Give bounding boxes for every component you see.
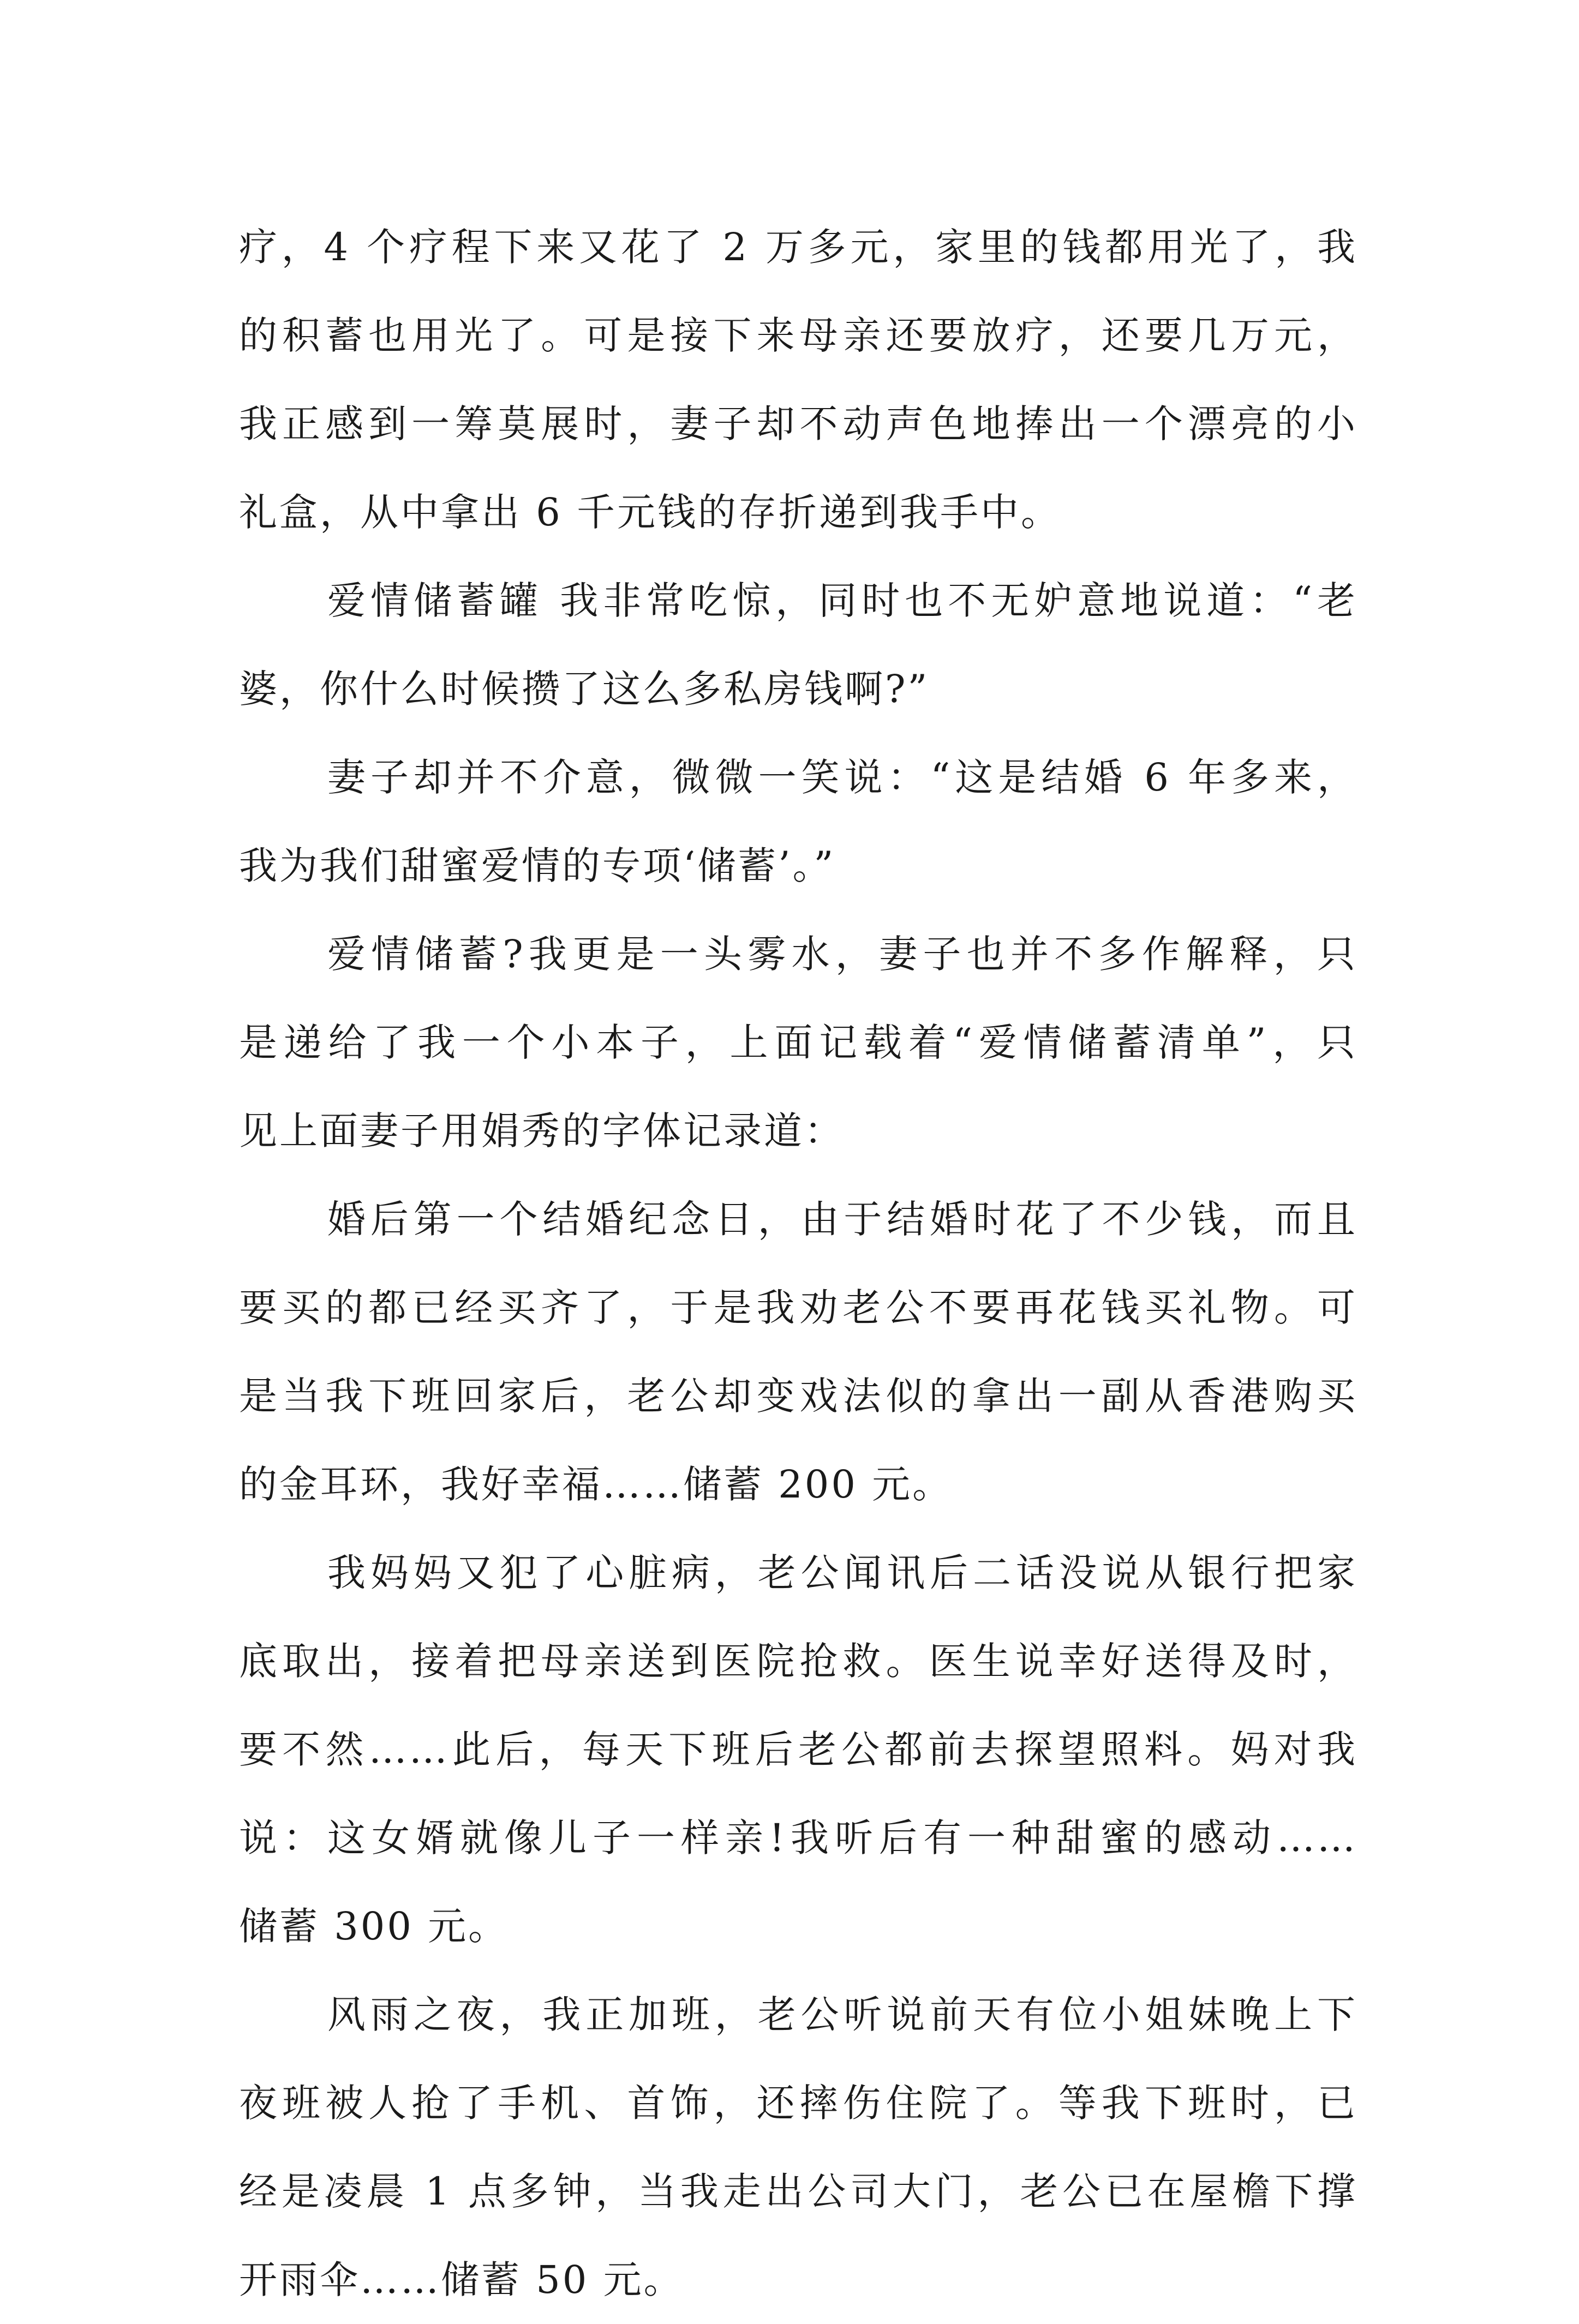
text-line: 爱情储蓄罐 我非常吃惊，同时也不无妒意地说道：“老 xyxy=(327,578,1357,623)
paragraph xyxy=(239,203,1357,556)
paragraph xyxy=(239,910,1357,1175)
text-line: 我为我们甜蜜爱情的专项‘储蓄’。” xyxy=(239,843,836,888)
text-line: 疗，4 个疗程下来又花了 2 万多元，家里的钱都用光了，我 xyxy=(239,225,1357,269)
text-line: 我正感到一筹莫展时，妻子却不动声色地捧出一个漂亮的小 xyxy=(239,402,1357,446)
text-line: 婚后第一个结婚纪念日，由于结婚时花了不少钱，而且 xyxy=(327,1197,1357,1242)
text-line: 开雨伞……储蓄 50 元。 xyxy=(239,2257,684,2302)
text-line: 说：这女婿就像儿子一样亲!我听后有一种甜蜜的感动…… xyxy=(239,1816,1357,1860)
text-line: 风雨之夜，我正加班，老公听说前天有位小姐妹晚上下 xyxy=(327,1992,1357,2037)
paragraph xyxy=(239,1175,1357,1529)
paragraph xyxy=(239,1970,1357,2324)
paragraph xyxy=(239,556,1357,733)
text-line: 我妈妈又犯了心脏病，老公闻讯后二话没说从银行把家 xyxy=(327,1550,1357,1595)
text-line: 的金耳环，我好幸福……储蓄 200 元。 xyxy=(239,1462,953,1507)
text-line: 婆，你什么时候攒了这么多私房钱啊?” xyxy=(239,667,930,711)
paragraph xyxy=(239,733,1357,910)
text-line: 要不然……此后，每天下班后老公都前去探望照料。妈对我 xyxy=(239,1727,1357,1772)
text-line: 夜班被人抢了手机、首饰，还摔伤住院了。等我下班时，已 xyxy=(239,2081,1357,2125)
text-line: 爱情储蓄?我更是一头雾水，妻子也并不多作解释，只 xyxy=(327,932,1357,977)
text-line: 见上面妻子用娟秀的字体记录道： xyxy=(239,1109,845,1153)
paragraph xyxy=(239,1529,1357,1970)
text-line: 是当我下班回家后，老公却变戏法似的拿出一副从香港购买 xyxy=(239,1374,1357,1418)
text-line: 储蓄 300 元。 xyxy=(239,1904,509,1949)
text-line: 是递给了我一个小本子，上面记载着“爱情储蓄清单”，只 xyxy=(239,1020,1357,1065)
text-line: 妻子却并不介意，微微一笑说：“这是结婚 6 年多来， xyxy=(327,755,1357,800)
text-line: 经是凌晨 1 点多钟，当我走出公司大门，老公已在屋檐下撑 xyxy=(239,2169,1357,2214)
text-line: 的积蓄也用光了。可是接下来母亲还要放疗，还要几万元， xyxy=(239,313,1357,358)
document-body xyxy=(239,203,1357,2324)
text-line: 底取出，接着把母亲送到医院抢救。医生说幸好送得及时， xyxy=(239,1639,1357,1684)
text-line: 要买的都已经买齐了，于是我劝老公不要再花钱买礼物。可 xyxy=(239,1285,1357,1330)
text-line: 礼盒，从中拿出 6 千元钱的存折递到我手中。 xyxy=(239,490,1062,535)
